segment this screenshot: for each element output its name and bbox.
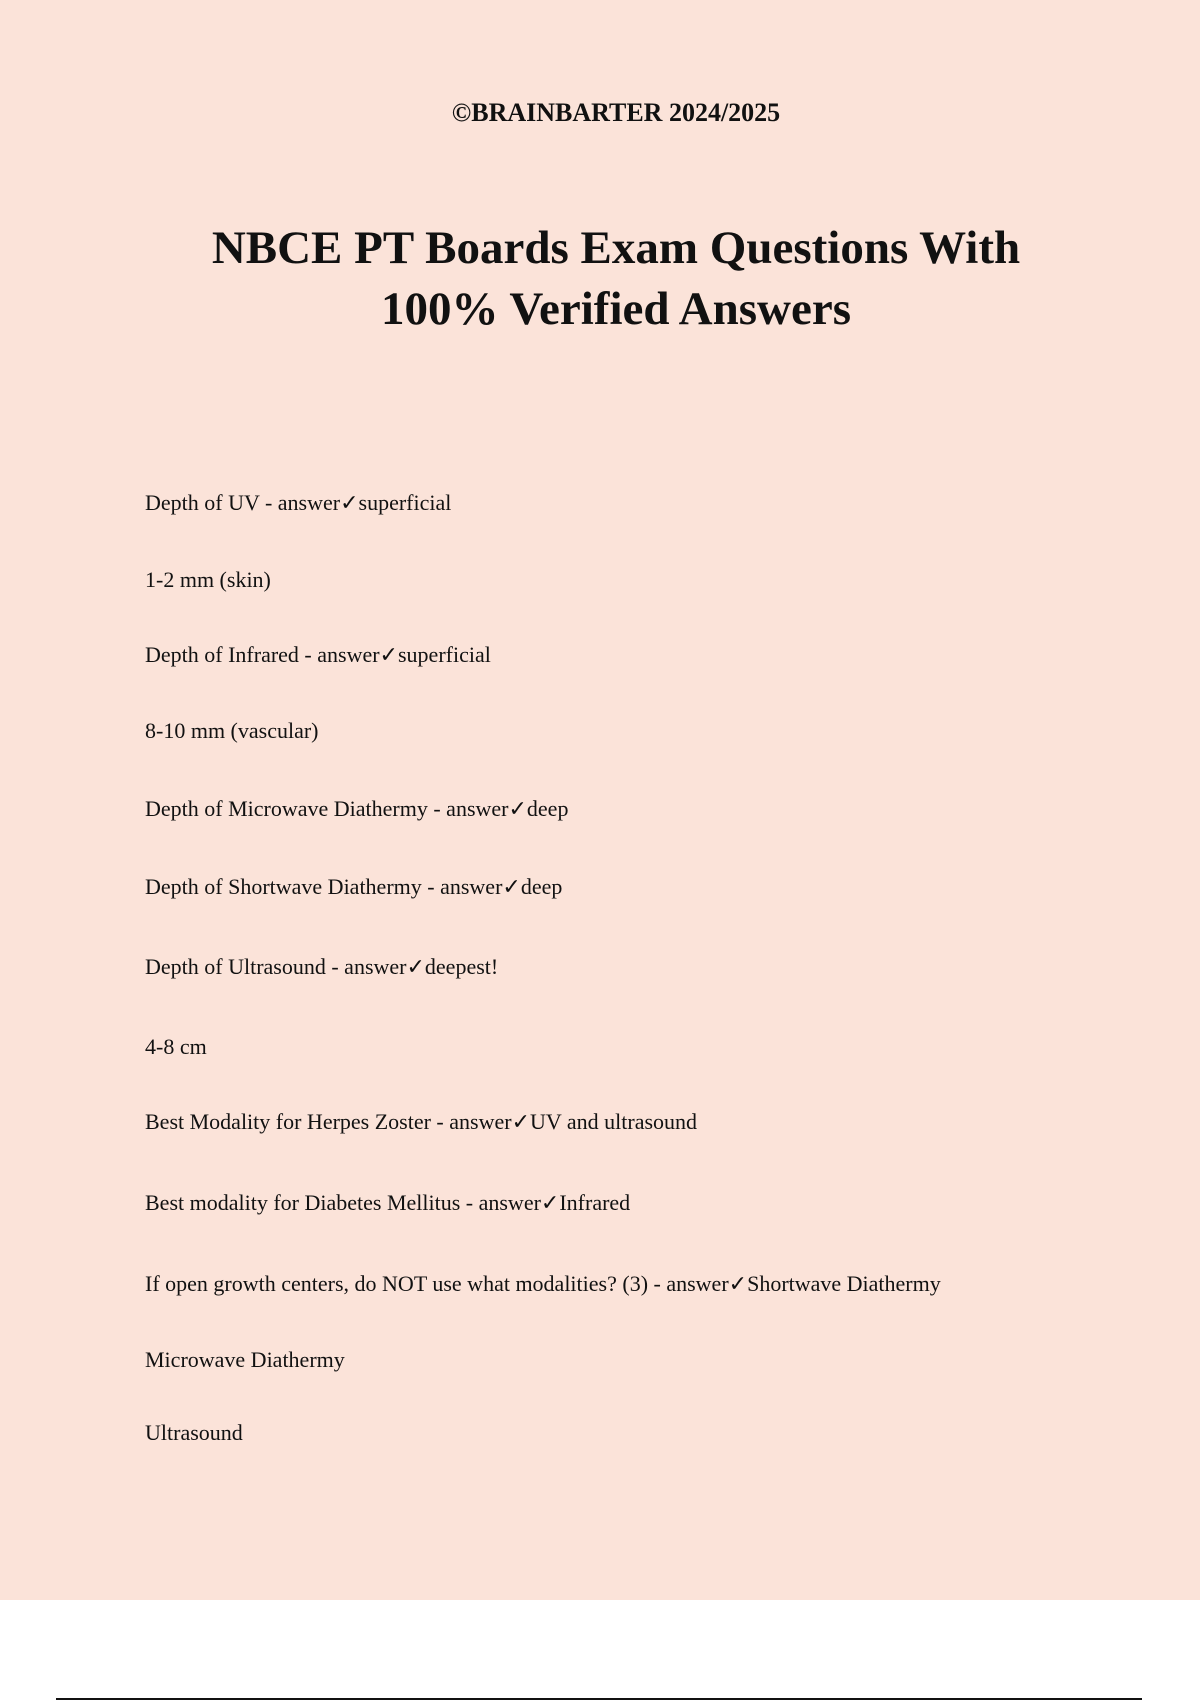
qa-line-ultrasound-depth: Depth of Ultrasound - answer✓deepest! (145, 954, 499, 979)
qa-line-shortwave-depth: Depth of Shortwave Diathermy - answer✓deep (145, 874, 563, 899)
qa-line-uv-depth: Depth of UV - answer✓superficial (145, 490, 452, 515)
title-line-1: NBCE PT Boards Exam Questions With (211, 222, 1021, 274)
qa-line-uv-detail: 1-2 mm (skin) (145, 567, 271, 592)
qa-line-infrared-depth: Depth of Infrared - answer✓superficial (145, 642, 491, 667)
qa-line-microwave-item: Microwave Diathermy (145, 1347, 345, 1372)
qa-line-herpes-zoster: Best Modality for Herpes Zoster - answer✓UV and ultrasound (145, 1109, 698, 1134)
title-line-2: 100% Verified Answers (381, 283, 851, 335)
qa-line-ultrasound-item: Ultrasound (145, 1420, 243, 1445)
qa-line-diabetes: Best modality for Diabetes Mellitus - answer✓Infrared (145, 1190, 631, 1215)
copyright-header: ©BRAINBARTER 2024/2025 (451, 98, 781, 127)
qa-line-microwave-depth: Depth of Microwave Diathermy - answer✓deep (145, 796, 569, 821)
qa-line-infrared-detail: 8-10 mm (vascular) (145, 718, 319, 743)
qa-line-ultrasound-detail: 4-8 cm (145, 1034, 207, 1059)
qa-line-growth-centers: If open growth centers, do NOT use what modalities? (3) - answer✓Shortwave Diathermy (145, 1271, 941, 1296)
page-title (0, 218, 1200, 340)
